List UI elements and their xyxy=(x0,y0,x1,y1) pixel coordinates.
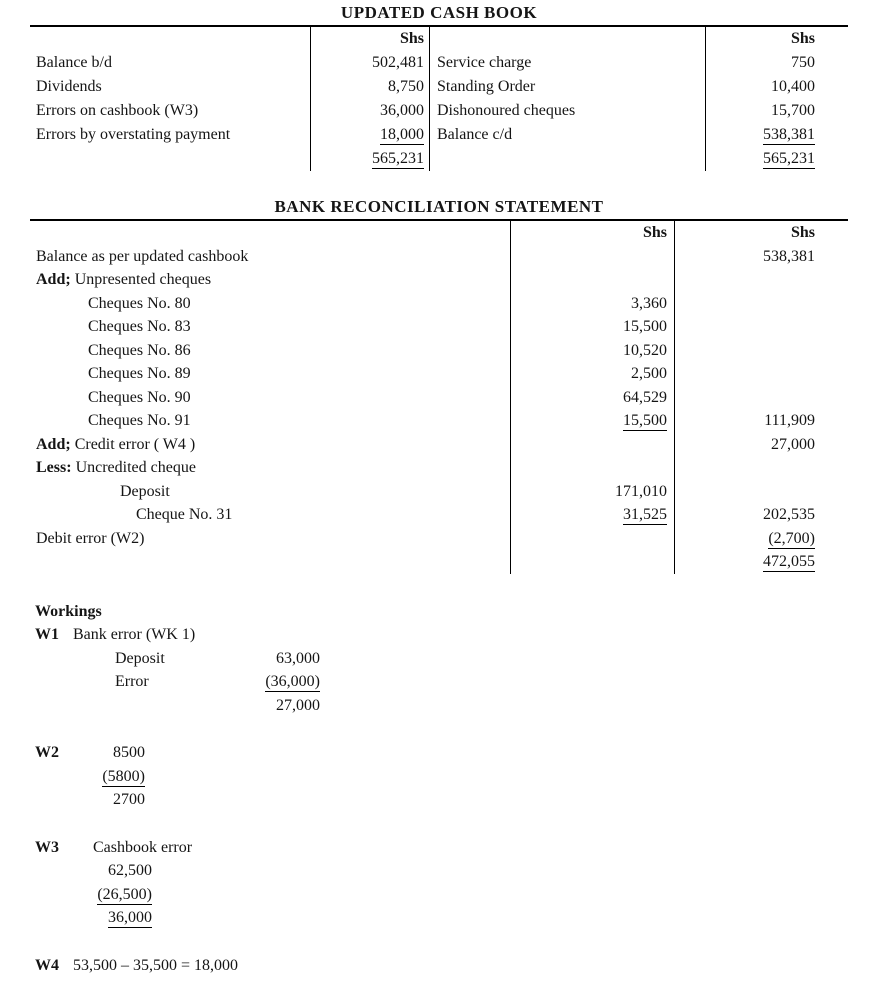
working-w2-row xyxy=(30,741,848,765)
working-title: Bank error (WK 1) xyxy=(73,626,196,643)
recon-row-label: Debit error (W2) xyxy=(36,529,145,547)
recon-row-label: Cheque No. 31 xyxy=(136,506,233,523)
recon-row-label xyxy=(30,268,510,292)
spacer xyxy=(30,717,848,741)
debit-entry-amount: 8,750 xyxy=(310,75,430,99)
working-amount xyxy=(73,906,152,930)
underlined-amount: 472,055 xyxy=(763,553,815,570)
working-amount: 63,000 xyxy=(276,649,320,667)
working-amount: 2700 xyxy=(113,791,145,808)
recon-row-right xyxy=(675,480,848,504)
underlined-amount: 15,500 xyxy=(623,412,667,429)
debit-entry-label: Errors on cashbook (W3) xyxy=(36,102,199,119)
recon-row-label: Cheques No. 86 xyxy=(88,341,191,359)
debit-currency-header: Shs xyxy=(310,27,430,51)
recon-row-right xyxy=(675,550,848,574)
workings-section xyxy=(30,600,848,978)
debit-total xyxy=(310,147,430,171)
credit-entry-amount xyxy=(705,123,848,147)
empty-cell xyxy=(30,147,310,171)
working-w3-row xyxy=(30,883,848,907)
working-w3-title-row xyxy=(30,836,848,860)
working-w1-row xyxy=(30,670,848,694)
recon-row-label: Balance as per updated cashbook xyxy=(36,247,249,265)
recon-row-right xyxy=(675,362,848,386)
working-w1-title-row xyxy=(30,623,848,647)
working-id: W1 xyxy=(35,626,59,643)
credit-entry-amount: 10,400 xyxy=(705,75,848,99)
recon-row-mid: 2,500 xyxy=(510,362,675,386)
working-w4-row xyxy=(30,954,848,978)
underlined-amount: 538,381 xyxy=(763,126,815,143)
recon-row-right xyxy=(675,456,848,480)
label-text: Uncredited cheque xyxy=(75,459,196,476)
recon-row-mid: 10,520 xyxy=(510,339,675,363)
credit-entry-label: Service charge xyxy=(437,54,532,71)
document-content xyxy=(30,3,848,977)
recon-row-label: Cheques No. 83 xyxy=(88,318,191,335)
recon-row-label: Cheques No. 91 xyxy=(88,412,191,429)
recon-row-label: Deposit xyxy=(120,482,170,500)
right-currency-header: Shs xyxy=(790,224,815,241)
empty-cell xyxy=(430,147,705,171)
recon-row-mid xyxy=(510,268,675,292)
working-amount xyxy=(73,883,152,907)
recon-row-right xyxy=(675,315,848,339)
debit-entry-label: Balance b/d xyxy=(36,54,112,71)
underlined-amount: (5800) xyxy=(102,767,145,785)
working-w2-row xyxy=(30,765,848,789)
label-text: Unpresented cheques xyxy=(74,271,212,288)
workings-heading: Workings xyxy=(35,602,102,620)
debit-entry-amount: 502,481 xyxy=(310,51,430,75)
recon-row-label: Cheques No. 90 xyxy=(88,388,191,406)
empty-cell xyxy=(30,550,510,574)
empty-cell xyxy=(30,221,510,245)
underlined-amount: 31,525 xyxy=(623,506,667,523)
working-label: Error xyxy=(115,673,149,690)
credit-entry-label: Standing Order xyxy=(437,78,536,95)
underlined-amount: (2,700) xyxy=(768,529,815,547)
cash-book-table xyxy=(30,25,848,171)
underlined-amount: (36,000) xyxy=(265,673,320,690)
underlined-amount: 565,231 xyxy=(372,150,424,167)
credit-total xyxy=(705,147,848,171)
credit-entry-amount: 750 xyxy=(705,51,848,75)
empty-cell xyxy=(430,27,705,51)
working-amount: 27,000 xyxy=(276,696,320,714)
reconciliation-table xyxy=(30,219,848,574)
working-label: Deposit xyxy=(115,649,165,667)
underlined-amount: 565,231 xyxy=(763,150,815,167)
recon-row-mid xyxy=(510,456,675,480)
spacer xyxy=(30,812,848,836)
recon-row-right xyxy=(675,386,848,410)
recon-row-right xyxy=(675,292,848,316)
underlined-amount: 18,000 xyxy=(380,126,424,143)
working-w1-row xyxy=(30,647,848,671)
recon-row-mid xyxy=(510,503,675,527)
recon-row-label: Cheques No. 89 xyxy=(88,365,191,382)
working-expression: 53,500 – 35,500 = 18,000 xyxy=(73,956,239,974)
cash-book-title: UPDATED CASH BOOK xyxy=(340,3,538,22)
bold-prefix: Add; xyxy=(36,271,71,288)
working-id: W4 xyxy=(35,956,59,974)
debit-entry-amount xyxy=(310,123,430,147)
credit-entry-amount: 15,700 xyxy=(705,99,848,123)
bold-prefix: Less: xyxy=(36,459,72,476)
reconciliation-title: BANK RECONCILIATION STATEMENT xyxy=(274,197,604,216)
recon-row-label xyxy=(30,456,510,480)
working-w3-row xyxy=(30,906,848,930)
recon-row-right xyxy=(675,339,848,363)
debit-entry-label: Dividends xyxy=(36,78,102,95)
recon-row-right: 111,909 xyxy=(764,412,815,429)
mid-currency-header: Shs xyxy=(510,221,675,245)
recon-row-mid xyxy=(510,527,675,551)
recon-row-right: 538,381 xyxy=(763,247,815,265)
credit-currency-header: Shs xyxy=(705,27,848,51)
empty-cell xyxy=(30,27,310,51)
recon-row-mid: 15,500 xyxy=(510,315,675,339)
underlined-amount: (26,500) xyxy=(97,885,152,903)
spacer xyxy=(30,930,848,954)
working-w2-row xyxy=(30,788,848,812)
debit-entry-amount: 36,000 xyxy=(310,99,430,123)
working-amount xyxy=(73,765,145,789)
debit-entry-label: Errors by overstating payment xyxy=(36,126,231,143)
bold-prefix: Add; xyxy=(36,435,71,453)
credit-entry-label: Dishonoured cheques xyxy=(437,102,576,119)
working-amount: 62,500 xyxy=(108,862,152,879)
working-w3-row xyxy=(30,859,848,883)
underlined-amount: 36,000 xyxy=(108,909,152,926)
recon-row-mid: 171,010 xyxy=(510,480,675,504)
recon-row-label: Cheques No. 80 xyxy=(88,294,191,312)
recon-row-mid: 64,529 xyxy=(510,386,675,410)
recon-row-right xyxy=(675,268,848,292)
recon-row-right: 27,000 xyxy=(771,435,815,453)
recon-row-right xyxy=(675,527,848,551)
credit-entry-label: Balance c/d xyxy=(437,126,513,143)
recon-row-mid xyxy=(510,433,675,457)
working-w1-row xyxy=(30,694,848,718)
working-title: Cashbook error xyxy=(93,838,193,856)
recon-row-mid xyxy=(510,409,675,433)
recon-row-right: 202,535 xyxy=(763,506,815,523)
recon-row-label xyxy=(30,433,510,457)
recon-row-mid xyxy=(510,245,675,269)
working-id: W2 xyxy=(35,744,59,761)
recon-row-mid: 3,360 xyxy=(510,292,675,316)
working-amount: 8500 xyxy=(113,744,145,761)
working-amount xyxy=(250,670,320,694)
recon-row-mid xyxy=(510,550,675,574)
working-id: W3 xyxy=(35,838,59,856)
label-text: Credit error ( W4 ) xyxy=(74,435,196,453)
